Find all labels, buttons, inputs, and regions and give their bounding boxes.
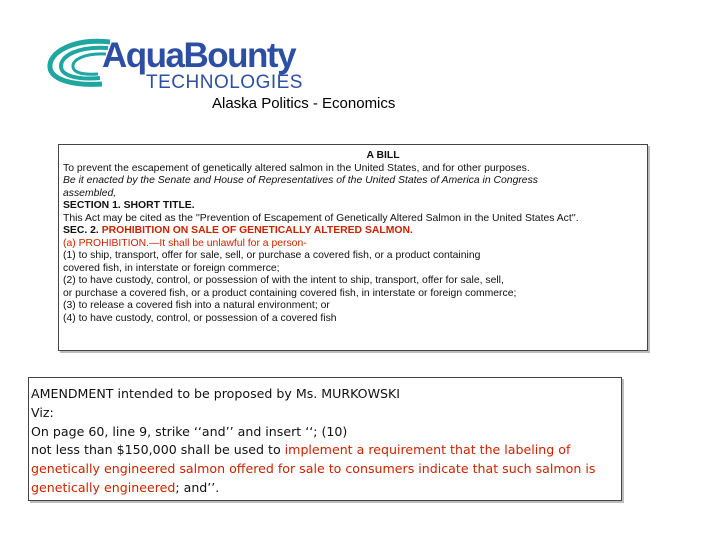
bill-sec2-prefix: SEC. 2. [63,225,102,236]
bill-enacting-line-1: Be it enacted by the Senate and House of Representatives of the United States of America in Congress [63,175,538,186]
amendment-text [31,385,621,498]
amendment-text-box [28,377,622,501]
bill-line: (2) to have custody, control, or possession of with the intent to ship, transport, offer for sale, sell, [63,275,504,286]
amendment-line-2: Viz: [31,404,54,420]
amendment-line-6 [31,479,621,498]
bill-line: or purchase a covered fish, or a product containing covered fish, in interstate or foreign commerce; [63,287,517,299]
aquabounty-logo [44,34,303,100]
bill-line: (a) PROHIBITION.—It shall be unlawful for a person- [63,237,307,249]
bill-sec2-heading [63,225,645,238]
bill-line: (4) to have custody, control, or possession of a covered fish [63,312,337,324]
amendment-line-1: AMENDMENT intended to be proposed by Ms. MURKOWSKI [31,386,401,401]
logo-main-text: AquaBounty [102,36,296,75]
amendment-line-6-red: genetically engineered [31,479,176,495]
amendment-line-3: On page 60, line 9, strike ‘‘and’’ and insert ‘‘; (10) [31,423,348,439]
bill-purpose: To prevent the escapement of genetically altered salmon in the United States, and for other purposes. [63,162,530,174]
bill-heading: A BILL [366,150,400,161]
logo-sub-text: TECHNOLOGIES [146,72,303,93]
bill-line: covered fish, in interstate or foreign commerce; [63,262,280,274]
bill-section1-title: SECTION 1. SHORT TITLE. [63,200,195,211]
amendment-line-6-plain: ; and’’. [175,479,220,495]
amendment-line-4-plain: not less than $150,000 shall be used to [31,442,285,458]
slide-title: Alaska Politics - Economics [212,95,396,112]
amendment-line-4 [31,441,621,460]
bill-text-box [58,144,648,351]
bill-section1-text: This Act may be cited as the ''Prevention of Escapement of Genetically Altered Salmon in the United States Act''. [63,212,579,224]
amendment-line-5: genetically engineered salmon offered for sale to consumers indicate that such salmon is [31,461,596,477]
bill-line: (3) to release a covered fish into a natural environment; or [63,300,330,311]
amendment-line-4-red: implement a requirement that the labeling of [284,442,571,458]
bill-sec2-title: PROHIBITION ON SALE OF GENETICALLY ALTERED SALMON. [101,225,413,236]
bill-text [63,150,645,325]
bill-enacting-line-2: assembled, [63,187,117,199]
bill-line: (1) to ship, transport, offer for sale, sell, or purchase a covered fish, or a product containing [63,250,481,261]
